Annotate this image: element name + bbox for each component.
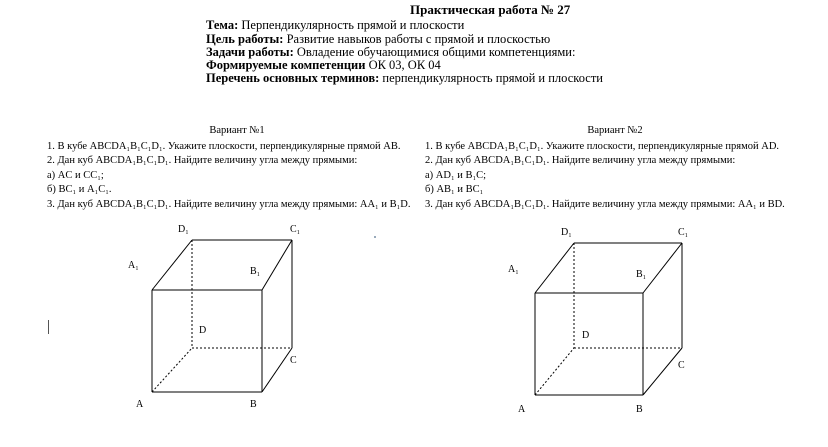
cube-1-edge-a1d1 xyxy=(152,240,192,290)
cube-2-label-b: B xyxy=(636,404,643,415)
competencies-label: Формируемые компетенции xyxy=(206,58,366,72)
page-title: Практическая работа № 27 xyxy=(410,2,571,17)
variant-2 xyxy=(425,124,805,212)
cube-2-edge-a1d1 xyxy=(535,243,574,293)
cube-2-edge-ad-hidden xyxy=(535,348,574,395)
cube-2-edge-bc xyxy=(643,348,682,395)
cube-2-label-d: D xyxy=(582,330,590,341)
cube-diagram-1 xyxy=(120,218,320,413)
variant-1 xyxy=(47,124,427,212)
cube-2-label-a: A xyxy=(518,404,526,415)
variant-1-task-2b: б) BC₁ и A₁C₁. xyxy=(47,184,112,195)
variant-1-title: Вариант №1 xyxy=(209,125,265,136)
terms-value: перпендикулярность прямой и плоскости xyxy=(379,71,603,85)
cube-1-label-a: A xyxy=(136,399,144,410)
variant-1-task-1: 1. В кубе ABCDA₁B₁C₁D₁. Укажите плоскости, перпендикулярные прямой AB. xyxy=(47,140,401,152)
terms-label: Перечень основных терминов: xyxy=(206,71,380,85)
topic-label: Тема: xyxy=(206,18,239,32)
cube-1-edge-bc xyxy=(262,348,292,392)
topic-line xyxy=(206,18,464,33)
goal-label: Цель работы: xyxy=(206,32,284,46)
variant-1-task-2a: а) AC и CC₁; xyxy=(47,169,104,181)
cube-1-label-b: B xyxy=(250,399,257,410)
cube-1-label-c: C xyxy=(290,355,297,366)
goal-value: Развитие навыков работы с прямой и плоскостью xyxy=(283,32,551,46)
cube-2-label-a1: A₁ xyxy=(508,264,519,275)
cube-diagram-2 xyxy=(504,222,704,417)
cube-1-edge-ad-hidden xyxy=(152,348,192,392)
stray-dot xyxy=(374,236,376,238)
competencies-value: ОК 03, ОК 04 xyxy=(365,58,441,72)
cube-1-label-b1: B₁ xyxy=(250,266,261,277)
variant-2-task-2: 2. Дан куб ABCDA₁B₁C₁D₁. Найдите величину угла между прямыми: xyxy=(425,155,736,166)
tasks-value: Овладение обучающимися общими компетенциями: xyxy=(293,45,576,59)
cube-2-label-c: C xyxy=(678,360,685,371)
variant-2-title: Вариант №2 xyxy=(587,125,643,136)
variant-1-task-2: 2. Дан куб ABCDA₁B₁C₁D₁. Найдите величину угла между прямыми: xyxy=(47,155,358,166)
cube-2-label-d1: D₁ xyxy=(561,227,572,238)
cube-1-label-d: D xyxy=(199,325,207,336)
cube-1-label-c1: C₁ xyxy=(290,224,301,235)
variant-2-task-2b: б) AB₁ и BC₁ xyxy=(425,184,484,195)
cube-1-edge-b1c1 xyxy=(262,240,292,290)
tasks-label: Задачи работы: xyxy=(206,45,294,59)
terms-line xyxy=(206,71,603,86)
cube-2-edge-b1c1 xyxy=(643,243,682,293)
cube-2-label-b1: B₁ xyxy=(636,269,647,280)
topic-value: Перпендикулярность прямой и плоскости xyxy=(238,18,465,32)
variant-2-task-3: 3. Дан куб ABCDA₁B₁C₁D₁. Найдите величину угла между прямыми: AA₁ и BD. xyxy=(425,198,785,210)
variant-2-task-2a: а) AD₁ и B₁C; xyxy=(425,169,487,181)
text-cursor xyxy=(48,320,49,334)
cube-1-label-d1: D₁ xyxy=(178,224,189,235)
cube-2-label-c1: C₁ xyxy=(678,227,689,238)
variant-1-task-3: 3. Дан куб ABCDA₁B₁C₁D₁. Найдите величину угла между прямыми: AA₁ и B₁D. xyxy=(47,198,411,210)
cube-1-label-a1: A₁ xyxy=(128,260,139,271)
variant-2-task-1: 1. В кубе ABCDA₁B₁C₁D₁. Укажите плоскости, перпендикулярные прямой AD. xyxy=(425,140,780,152)
